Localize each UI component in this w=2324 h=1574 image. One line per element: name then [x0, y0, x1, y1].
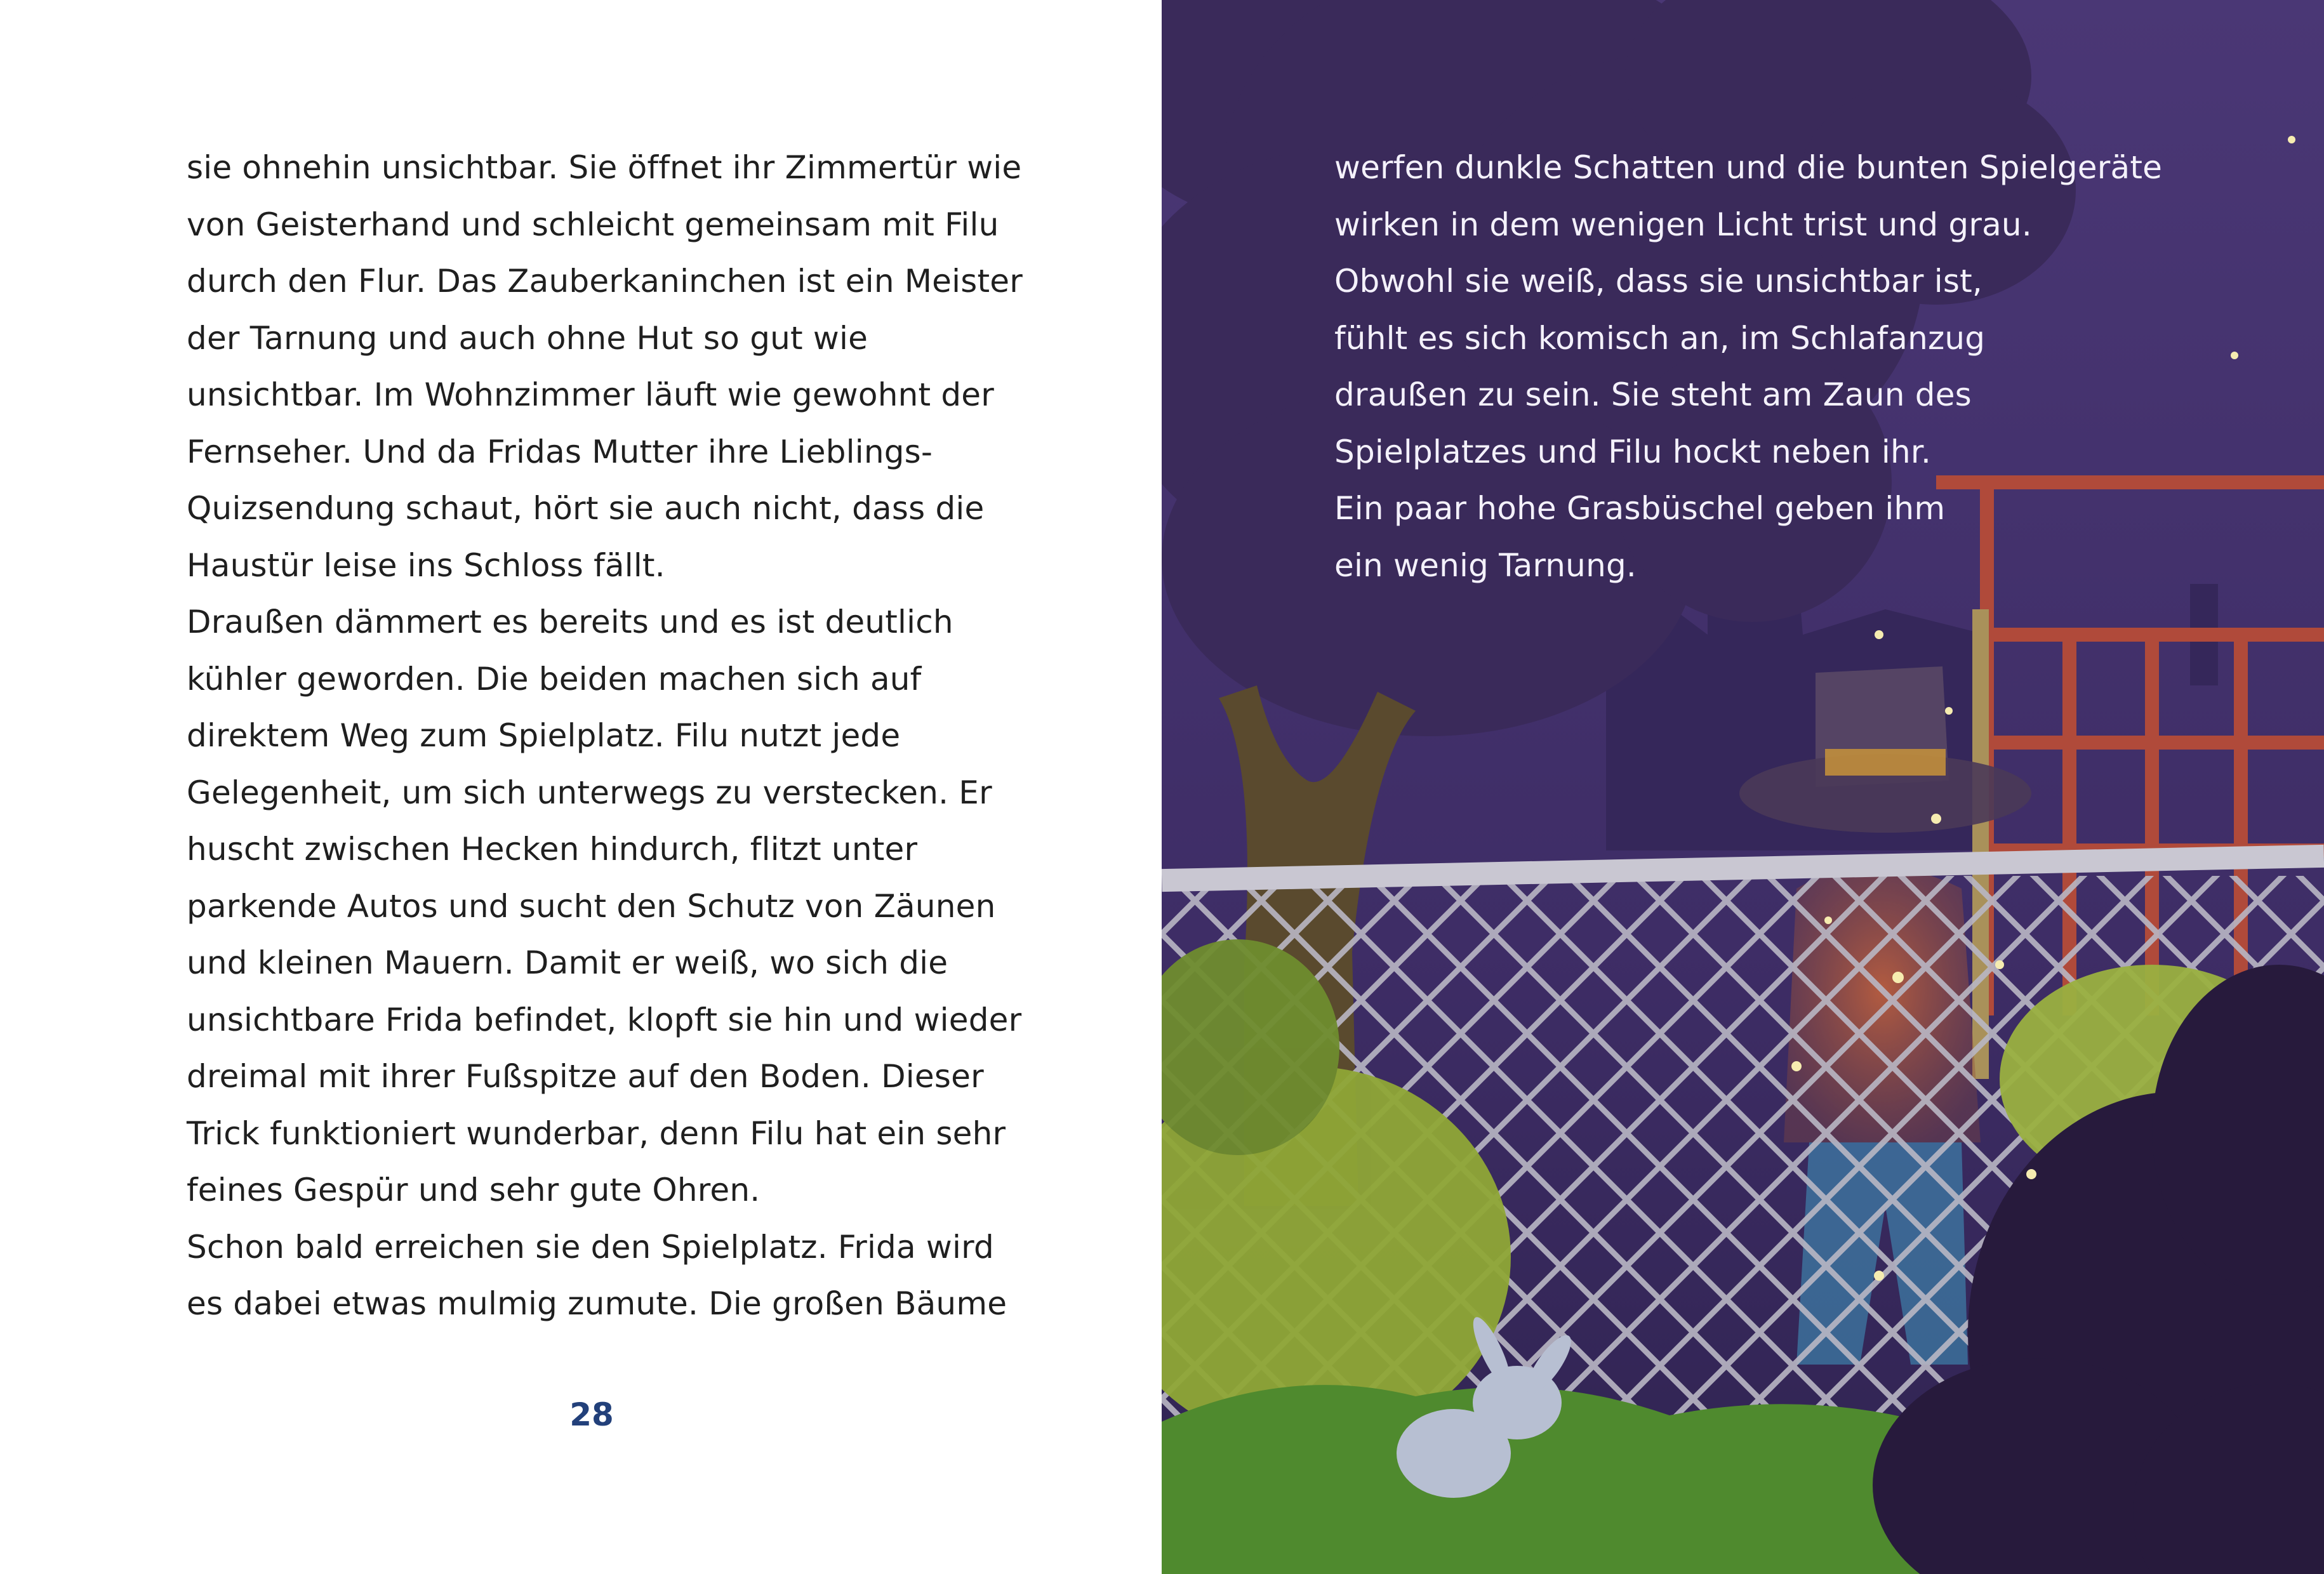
page-number: 28: [569, 1396, 614, 1433]
text-line: dreimal mit ihrer Fußspitze auf den Boden. Dieser: [187, 1058, 984, 1095]
text-line: direktem Weg zum Spielplatz. Filu nutzt jede: [187, 717, 901, 754]
text-line: Draußen dämmert es bereits und es ist deutlich: [187, 604, 953, 640]
text-line: werfen dunkle Schatten und die bunten Spielgeräte: [1334, 149, 2163, 186]
text-line: und kleinen Mauern. Damit er weiß, wo sich die: [187, 944, 948, 981]
text-line: es dabei etwas mulmig zumute. Die großen Bäume: [187, 1285, 1007, 1322]
text-line: feines Gespür und sehr gute Ohren.: [187, 1172, 760, 1208]
text-line: unsichtbare Frida befindet, klopft sie hin und wieder: [187, 1001, 1022, 1038]
text-line: von Geisterhand und schleicht gemeinsam mit Filu: [187, 206, 999, 243]
illustration-page: [1162, 0, 2324, 1574]
text-line: fühlt es sich komisch an, im Schlafanzug: [1334, 319, 1986, 357]
text-line: Spielplatzes und Filu hockt neben ihr.: [1334, 433, 1932, 470]
text-line: kühler geworden. Die beiden machen sich auf: [187, 660, 922, 698]
text-line: Ein paar hohe Grasbüschel geben ihm: [1334, 490, 1946, 527]
text-line: wirken in dem wenigen Licht trist und grau.: [1334, 206, 2032, 243]
illustration-page-text: [1334, 140, 2287, 594]
grass: [1162, 1385, 1987, 1574]
text-line: Trick funktioniert wunderbar, denn Filu hat ein sehr: [187, 1114, 1006, 1152]
text-line: unsichtbar. Im Wohnzimmer läuft wie gewohnt der: [187, 376, 995, 413]
text-line: Haustür leise ins Schloss fällt.: [187, 546, 665, 584]
text-line: Schon bald erreichen sie den Spielplatz. Frida wird: [187, 1228, 994, 1266]
text-line: durch den Flur. Das Zauberkaninchen ist ein Meister: [187, 263, 1023, 300]
text-line: Gelegenheit, um sich unterwegs zu verstecken. Er: [187, 774, 992, 811]
text-line: Fernseher. Und da Fridas Mutter ihre Lieblings-: [187, 433, 933, 470]
text-line: sie ohnehin unsichtbar. Sie öffnet ihr Zimmertür wie: [187, 149, 1022, 186]
text-line: Quizsendung schaut, hört sie auch nicht, dass die: [187, 490, 985, 527]
left-page-text: [187, 140, 1075, 1333]
text-line: Obwohl sie weiß, dass sie unsichtbar ist,: [1334, 263, 1983, 300]
text-line: ein wenig Tarnung.: [1334, 546, 1637, 584]
text-line: der Tarnung und auch ohne Hut so gut wie: [187, 319, 868, 357]
text-line: draußen zu sein. Sie steht am Zaun des: [1334, 376, 1972, 413]
text-line: parkende Autos und sucht den Schutz von Zäunen: [187, 887, 996, 925]
text-line: huscht zwischen Hecken hindurch, flitzt unter: [187, 831, 918, 868]
